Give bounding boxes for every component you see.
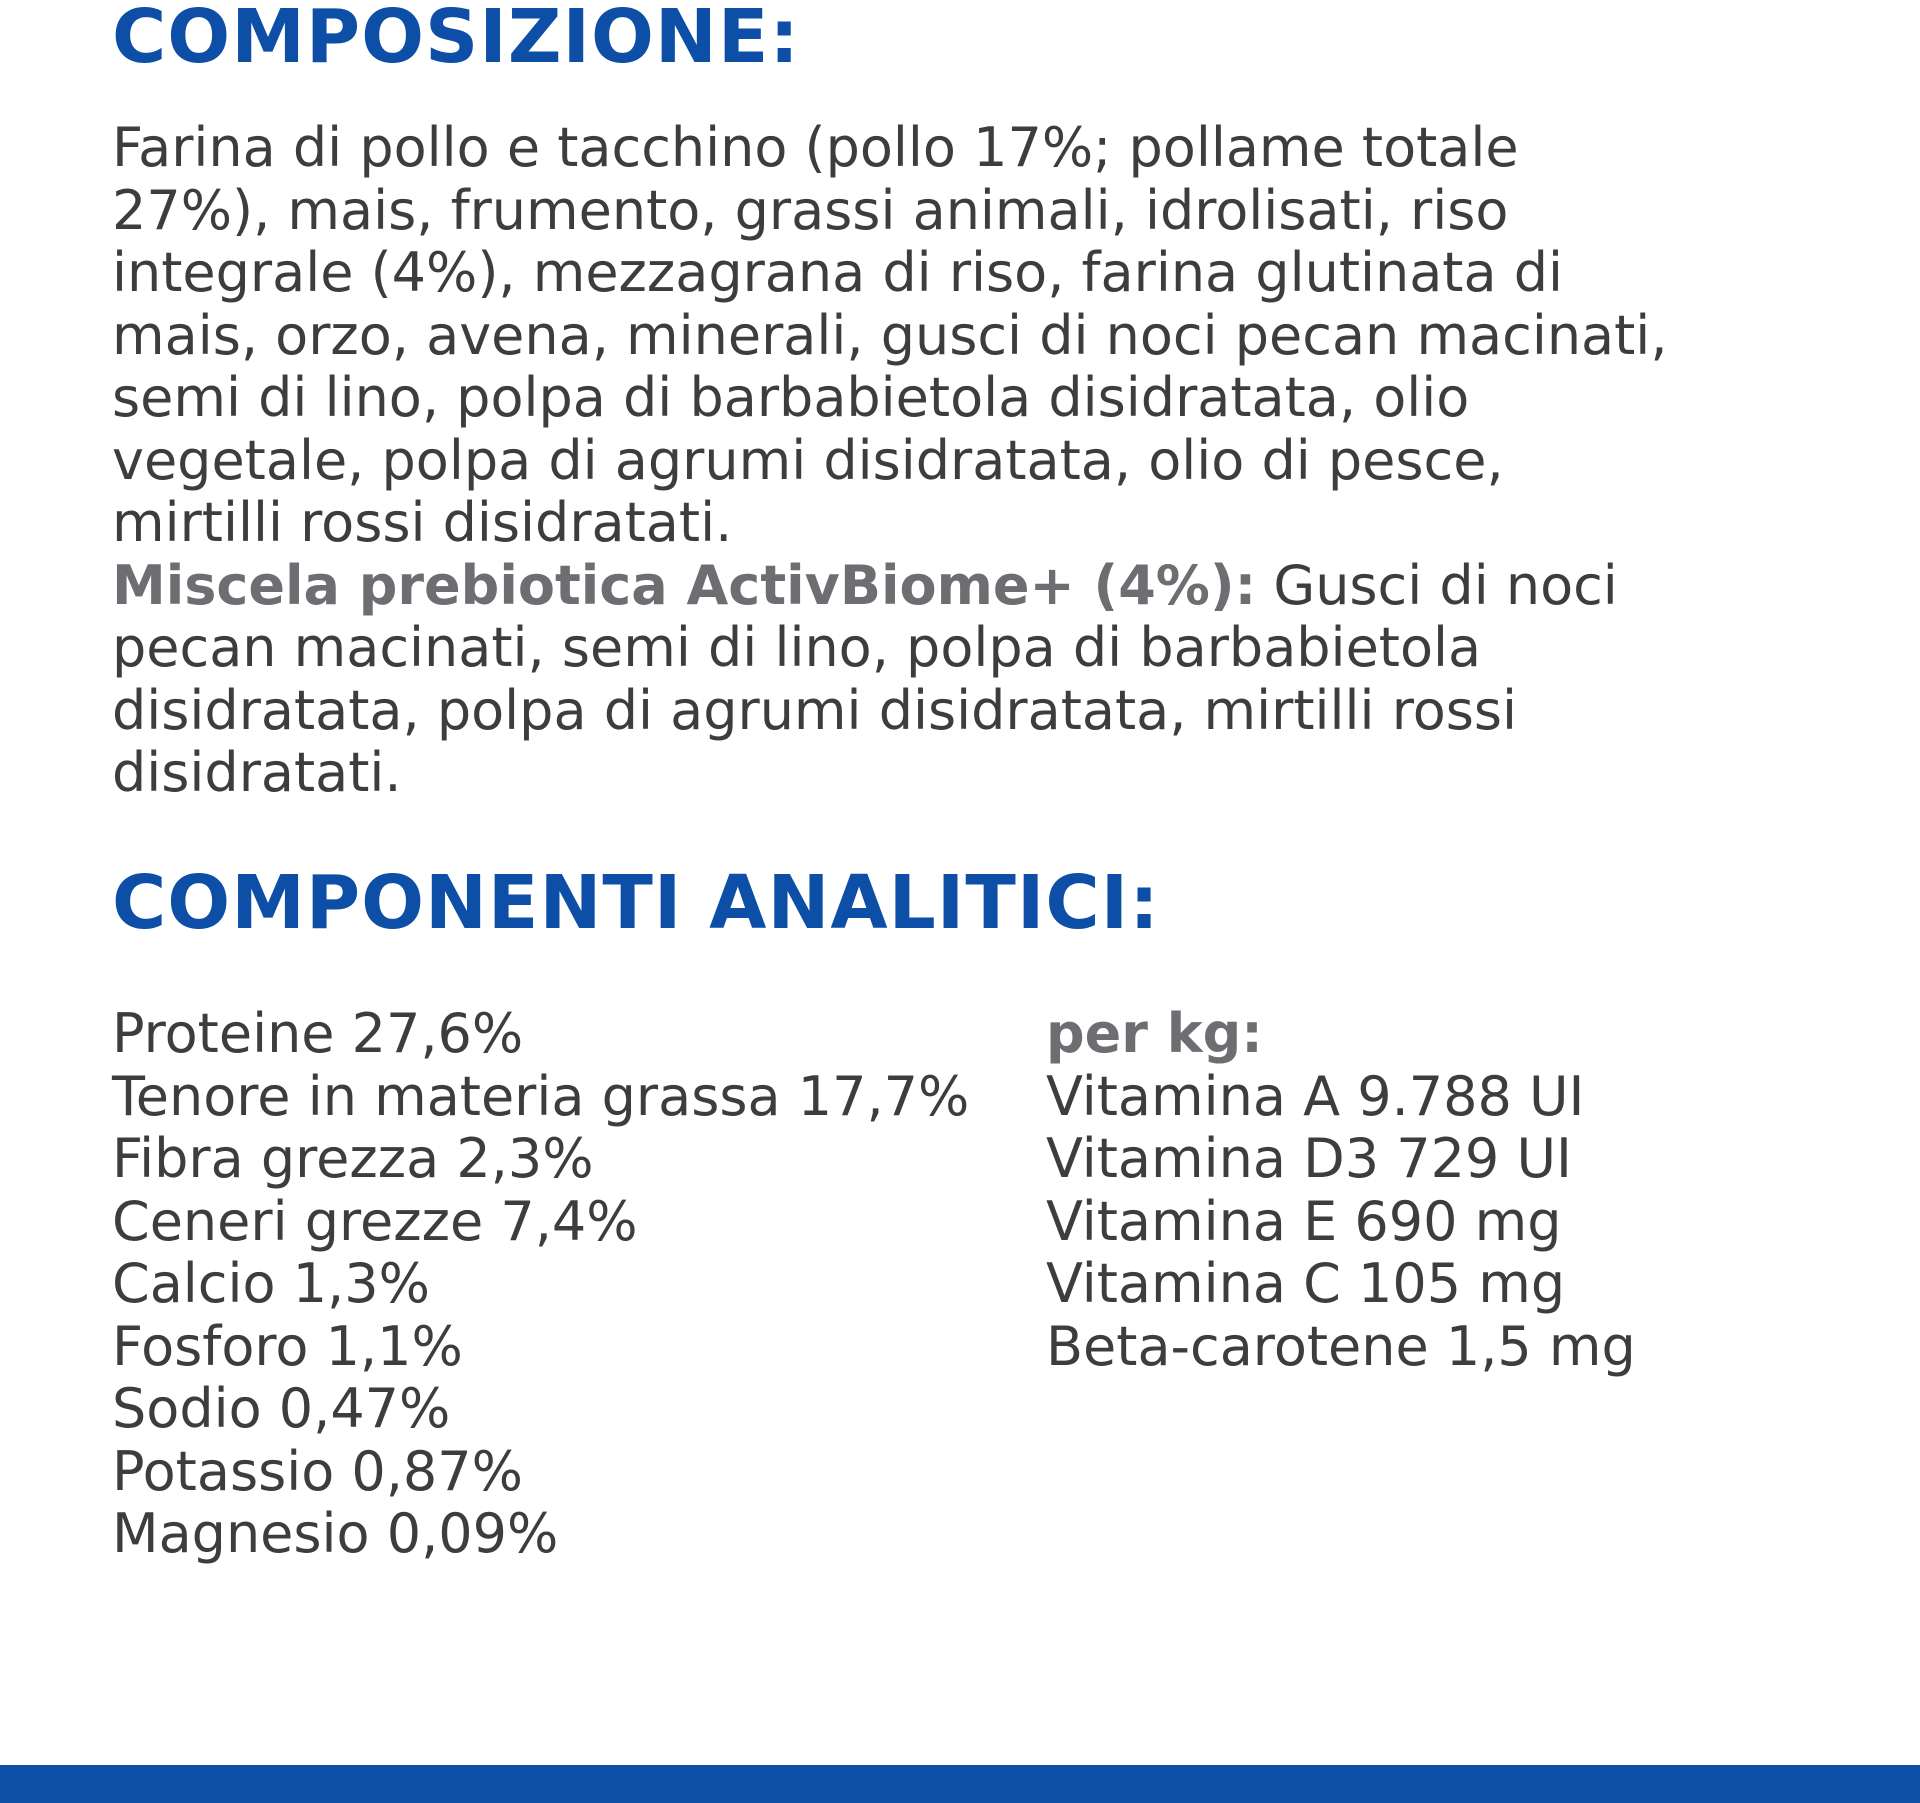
ingredients-line: mais, orzo, avena, minerali, gusci di noci pecan macinati,	[112, 303, 1668, 367]
analytic-item: Calcio 1,3%	[112, 1252, 430, 1315]
vitamin-item: Vitamina C 105 mg	[1046, 1252, 1566, 1315]
vitamin-item: Beta-carotene 1,5 mg	[1046, 1314, 1636, 1378]
prebiotic-line: disidratati.	[112, 741, 402, 804]
analytic-item: Sodio 0,47%	[112, 1377, 451, 1440]
analytic-item: Magnesio 0,09%	[112, 1502, 559, 1565]
analytic-item: Proteine 27,6%	[112, 1002, 524, 1065]
vitamin-item: Vitamina E 690 mg	[1046, 1189, 1562, 1253]
prebiotic-paragraph	[112, 555, 1832, 805]
prebiotic-first-line	[112, 555, 1832, 618]
prebiotic-line: pecan macinati, semi di lino, polpa di barbabietola	[112, 616, 1482, 679]
analytic-item: Tenore in materia grassa 17,7%	[112, 1064, 970, 1128]
ingredients-line: semi di lino, polpa di barbabietola disidratata, olio	[112, 366, 1470, 429]
ingredients-line: mirtilli rossi disidratati.	[112, 491, 733, 554]
ingredients-line: 27%), mais, frumento, grassi animali, idrolisati, riso	[112, 178, 1509, 242]
vitamins-list	[1046, 1003, 1636, 1378]
analytic-item: Fosforo 1,1%	[112, 1314, 463, 1378]
ingredients-line: Farina di pollo e tacchino (pollo 17%; pollame totale	[112, 116, 1519, 179]
analytic-item: Ceneri grezze 7,4%	[112, 1189, 638, 1253]
composition-heading: COMPOSIZIONE:	[112, 0, 800, 80]
ingredients-paragraph	[112, 117, 1832, 555]
vitamin-item: Vitamina A 9.788 UI	[1046, 1064, 1585, 1128]
ingredients-line: vegetale, polpa di agrumi disidratata, olio di pesce,	[112, 428, 1504, 492]
per-kg-label: per kg:	[1046, 1002, 1263, 1065]
prebiotic-line: disidratata, polpa di agrumi disidratata, mirtilli rossi	[112, 678, 1518, 742]
vitamin-item: Vitamina D3 729 UI	[1046, 1127, 1572, 1190]
ingredients-line: integrale (4%), mezzagrana di riso, farina glutinata di	[112, 241, 1564, 304]
footer-bar	[0, 1765, 1920, 1803]
prebiotic-label: Miscela prebiotica ActivBiome+ (4%):	[112, 553, 1257, 617]
analytic-heading: COMPONENTI ANALITICI:	[112, 860, 1160, 946]
composition-text	[112, 117, 1832, 805]
analytic-components-list	[112, 1003, 969, 1566]
analytic-item: Potassio 0,87%	[112, 1439, 523, 1503]
prebiotic-text: Gusci di noci	[1256, 553, 1618, 617]
analytic-item: Fibra grezza 2,3%	[112, 1127, 594, 1190]
